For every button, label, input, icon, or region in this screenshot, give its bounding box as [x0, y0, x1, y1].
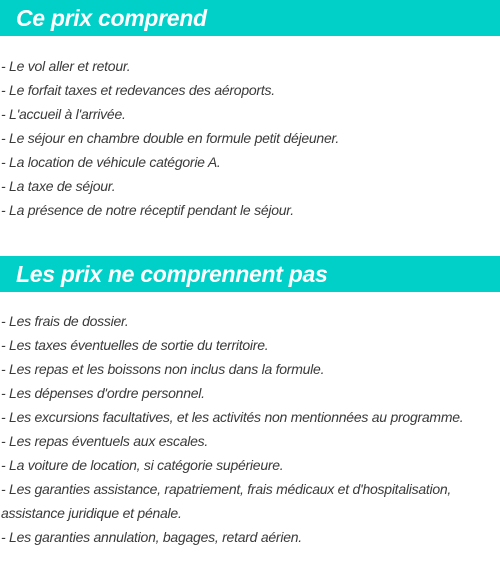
- excluded-section: [0, 256, 500, 549]
- excluded-item: - Les repas éventuels aux escales.: [1, 433, 209, 449]
- excluded-item: - Les frais de dossier.: [1, 313, 129, 329]
- included-section: [0, 0, 500, 222]
- excluded-item: - Les garanties assistance, rapatriement, frais médicaux et d'hospitalisation, assistance juridique et pénale.: [1, 481, 452, 521]
- included-item: - Le forfait taxes et redevances des aéroports.: [1, 82, 275, 98]
- included-item: - La présence de notre réceptif pendant le séjour.: [1, 202, 294, 218]
- included-item: - Le vol aller et retour.: [1, 58, 131, 74]
- included-item: - L'accueil à l'arrivée.: [1, 106, 126, 122]
- excluded-items-list: [0, 292, 500, 549]
- excluded-item: - Les repas et les boissons non inclus dans la formule.: [1, 361, 325, 377]
- included-item: - La taxe de séjour.: [1, 178, 116, 194]
- excluded-section-title: Les prix ne comprennent pas: [0, 256, 500, 292]
- excluded-item: - La voiture de location, si catégorie supérieure.: [1, 457, 284, 473]
- excluded-item: - Les garanties annulation, bagages, retard aérien.: [1, 529, 302, 545]
- included-item: - Le séjour en chambre double en formule petit déjeuner.: [1, 130, 340, 146]
- excluded-item: - Les dépenses d'ordre personnel.: [1, 385, 205, 401]
- included-section-title: Ce prix comprend: [0, 0, 500, 36]
- included-items-list: [0, 36, 500, 222]
- included-item: - La location de véhicule catégorie A.: [1, 154, 221, 170]
- excluded-item: - Les taxes éventuelles de sortie du territoire.: [1, 337, 269, 353]
- excluded-item: - Les excursions facultatives, et les activités non mentionnées au programme.: [1, 409, 464, 425]
